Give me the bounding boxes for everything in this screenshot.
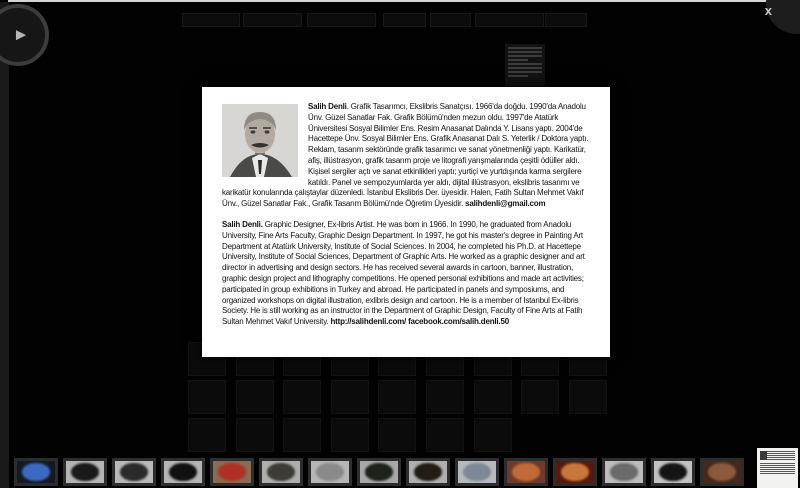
dimmed-menu-item bbox=[545, 13, 587, 27]
thumbnail-image bbox=[360, 461, 398, 483]
close-icon[interactable]: x bbox=[764, 3, 772, 18]
portrait-illustration bbox=[222, 104, 298, 177]
thumbnail-exlibris-dark-blue-bird[interactable] bbox=[14, 458, 58, 486]
window-left-edge bbox=[0, 2, 9, 488]
thumbnail-image bbox=[507, 461, 545, 483]
dimmed-grid-cell bbox=[426, 418, 464, 452]
thumbnail-gray-sketch[interactable] bbox=[602, 458, 646, 486]
thumbnail-circular-emblem[interactable] bbox=[63, 458, 107, 486]
thumbnail-image bbox=[605, 461, 643, 483]
thumbnail-image bbox=[17, 461, 55, 483]
thumbnail-image bbox=[66, 461, 104, 483]
dimmed-grid-cell bbox=[236, 418, 274, 452]
dimmed-grid-cell bbox=[521, 380, 559, 414]
dimmed-grid-cell bbox=[378, 418, 416, 452]
dimmed-menu-item bbox=[430, 13, 471, 27]
thumbnail-artwork bbox=[610, 463, 637, 481]
portrait-photo bbox=[222, 104, 298, 177]
thumbnail-image bbox=[311, 461, 349, 483]
bio-card bbox=[202, 87, 610, 357]
dimmed-menu-item bbox=[475, 13, 544, 27]
thumbnail-artwork bbox=[267, 463, 294, 481]
thumbnail-artwork bbox=[218, 463, 245, 481]
window-top-edge bbox=[8, 0, 800, 2]
thumbnail-colorful-collage[interactable] bbox=[210, 458, 254, 486]
thumbnail-artwork bbox=[22, 463, 49, 481]
thumbnail-image bbox=[556, 461, 594, 483]
thumbnail-calligraphy-signature[interactable] bbox=[112, 458, 156, 486]
bio-links: http://salihdenli.com/ facebook.com/salih.denli.50 bbox=[330, 317, 509, 327]
bio-name-tr: Salih Denli bbox=[308, 102, 347, 111]
thumbnail-artwork bbox=[708, 463, 735, 481]
dimmed-grid-cell bbox=[426, 380, 464, 414]
slideshow-nav-button[interactable] bbox=[0, 4, 49, 66]
dimmed-bio-thumbnail bbox=[505, 44, 545, 86]
thumbnail-artwork bbox=[659, 463, 686, 481]
dimmed-menu-item bbox=[243, 13, 302, 27]
dimmed-grid-cell bbox=[236, 380, 274, 414]
dimmed-grid-cell bbox=[283, 418, 321, 452]
thumbnail-image bbox=[703, 461, 741, 483]
thumbnail-oval-emblem[interactable] bbox=[406, 458, 450, 486]
thumbnail-artwork bbox=[512, 463, 539, 481]
thumbnail-artwork bbox=[169, 463, 196, 481]
bio-name-en: Salih Denli. bbox=[222, 219, 263, 229]
thumbnail-red-brown-art[interactable] bbox=[504, 458, 548, 486]
thumbnail-artwork bbox=[561, 463, 588, 481]
thumbnail-brown-figure-art[interactable] bbox=[700, 458, 744, 486]
thumbnail-stamp-print[interactable] bbox=[259, 458, 303, 486]
dimmed-grid-cell bbox=[474, 418, 512, 452]
thumbnail-artwork bbox=[414, 463, 441, 481]
thumbnail-artwork bbox=[463, 463, 490, 481]
thumbnail-dark-plate-text[interactable] bbox=[357, 458, 401, 486]
bio-body-en: Graphic Designer, Ex-libris Artist. He was born in 1966. In 1990, he graduated from Anadolu University, Fine Arts Faculty, Graphic Design Department. In 1997, he got his master's degree in Painting Art Department at Atatürk University, Institute of Social Sciences. In 2004, he completed his Ph.D. at Hacettepe University, Institute of Social Sciences, Department of Graphic Arts. He worked as a graphic designer and art director in advertising and design sectors. He has received several awards in cartoon, banner, illustration, graphic design project and lithography competitions. He opened personal exhibitions and made art activities; participated in group exhibitions in Turkey and abroad. He participated in panels and symposiums, and organized workshops on digital illustration, exlibris design and cartoon. He is a member of Istanbul Ex-libris Society. He is still working as an instructor in the Department of Graphic Design, Faculty of Fine Arts at Fatih Sultan Mehmet Vakıf University. bbox=[222, 219, 585, 327]
dimmed-grid-cell bbox=[569, 380, 607, 414]
thumbnail-pale-photo[interactable] bbox=[455, 458, 499, 486]
dimmed-grid-cell bbox=[188, 418, 226, 452]
thumbnail-artwork bbox=[365, 463, 392, 481]
play-arrow-icon: ► bbox=[12, 25, 30, 44]
dimmed-grid-cell bbox=[188, 380, 226, 414]
dimmed-menu-item bbox=[182, 13, 240, 27]
dimmed-grid-cell bbox=[331, 418, 369, 452]
thumbnail-hand-stamp-tool[interactable] bbox=[651, 458, 695, 486]
bio-email: salihdenli@gmail.com bbox=[465, 199, 546, 209]
thumbnail-artwork bbox=[316, 463, 343, 481]
mini-portrait bbox=[760, 451, 767, 460]
thumbnail-image bbox=[654, 461, 692, 483]
thumbnail-bio-card-selected[interactable] bbox=[757, 448, 798, 488]
dimmed-grid-cell bbox=[378, 380, 416, 414]
dimmed-menu-item bbox=[383, 13, 426, 27]
dimmed-grid-cell bbox=[331, 380, 369, 414]
thumbnail-image bbox=[262, 461, 300, 483]
dimmed-grid-cell bbox=[283, 380, 321, 414]
thumbnail-image bbox=[164, 461, 202, 483]
bio-body-tr: . Grafik Tasarımcı, Ekslibris Sanatçısı. 1966'da doğdu. 1990'da Anadolu Ünv. Güzel Sanatlar Fak. Grafik Bölümü'nden mezun oldu. 1997'de Atatürk Üniversitesi Sosyal Bilimler Ens. Resim Anasanat Dalında Y. Lisans yaptı. 2004'de Hacettepe Ünv. Sosyal Bilimler Ens. Grafik Anasanat Dalı S. Yeterlik / Doktora yaptı. Reklam, tasarım sektöründe grafik tasarımcı ve sanat yönetmenliği yaptı. Karikatür, afiş, illüstrasyon, grafik tasarım proje ve litografi yarışmalarında çeşitli ödüller aldı. Kişisel sergiler açtı ve sanat etkinlikleri yaptı; yurtiçi ve yurtdışında karma sergilere katıldı. Panel ve sempozyumlarda yer aldı, dijital illüstrasyon, ekslibris tasarımı ve karikatür konularında çalıştaylar düzenledi. İstanbul Ekslibris Der. üyesidir. Halen, Fatih Sultan Mehmet Vakıf Ünv., Güzel Sanatlar Fak., Grafik Tasarım Bölümü'nde Öğretim Üyesidir. bbox=[222, 102, 589, 209]
thumbnail-image bbox=[115, 461, 153, 483]
thumbnail-image bbox=[458, 461, 496, 483]
thumbnail-artwork bbox=[71, 463, 98, 481]
thumbnail-image bbox=[213, 461, 251, 483]
filmstrip bbox=[14, 458, 744, 486]
thumbnail-light-sketch[interactable] bbox=[308, 458, 352, 486]
dimmed-menu-item bbox=[307, 13, 376, 27]
dimmed-grid-cell bbox=[474, 380, 512, 414]
thumbnail-suitcase-exlibris[interactable] bbox=[161, 458, 205, 486]
thumbnail-artwork bbox=[120, 463, 147, 481]
thumbnail-image bbox=[409, 461, 447, 483]
bio-paragraph-english bbox=[222, 220, 590, 328]
thumbnail-dark-red-figures[interactable] bbox=[553, 458, 597, 486]
